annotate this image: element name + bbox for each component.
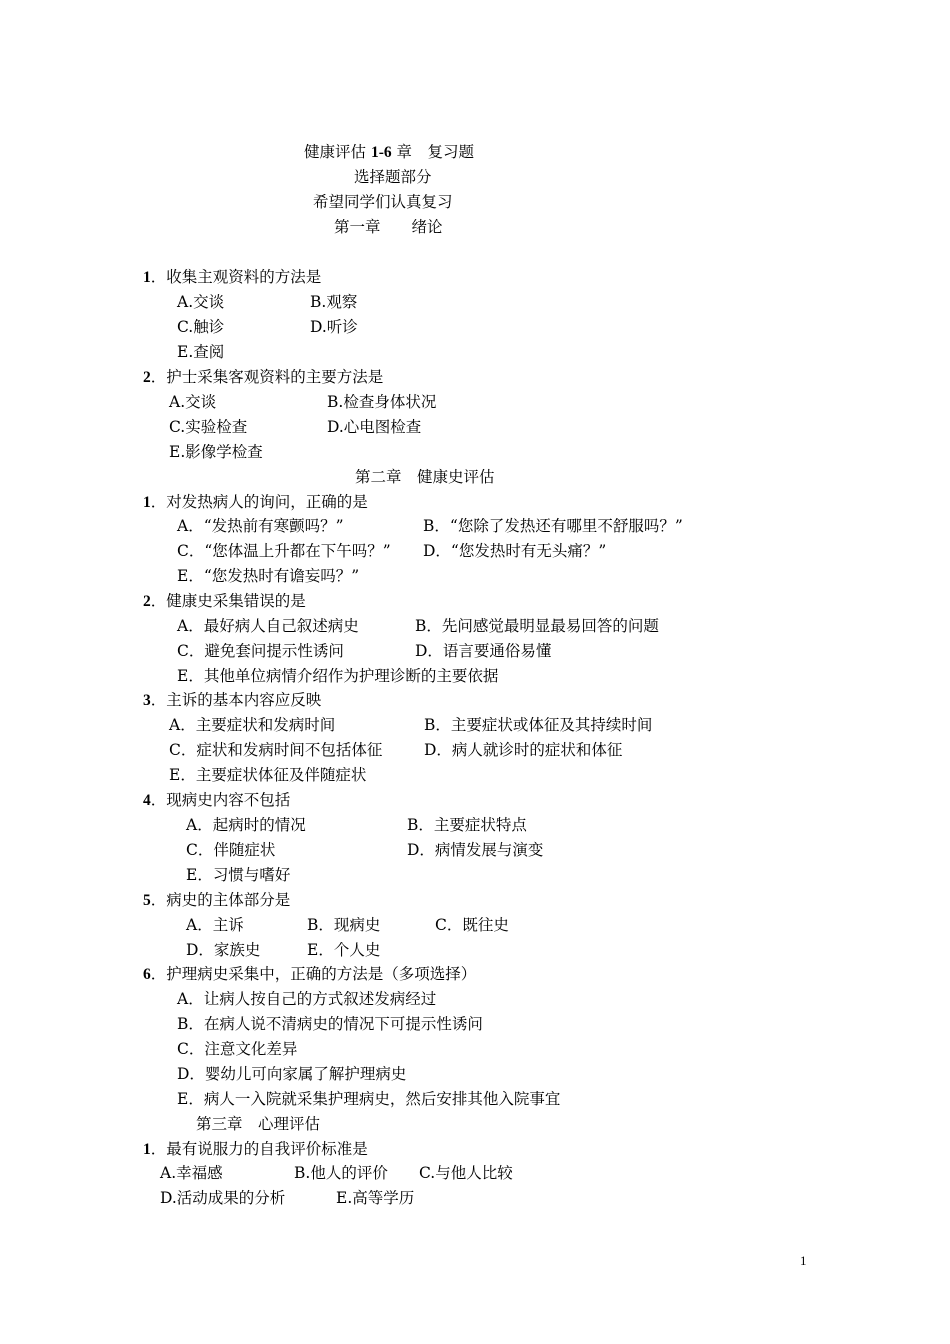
option: C．既往史 [435,916,509,934]
question: 5．病史的主体部分是 [143,891,291,909]
option: D.听诊 [310,318,358,336]
option: A．起病时的情况 [186,816,306,834]
option: D.活动成果的分析 [160,1189,286,1207]
option: A．主诉 [186,916,244,934]
option: A．让病人按自己的方式叙述发病经过 [177,990,437,1008]
option: E.查阅 [177,343,225,361]
option: B．主要症状或体征及其持续时间 [424,716,653,734]
option: B．现病史 [307,916,381,934]
option: A．“发热前有寒颤吗？” [177,517,344,535]
question: 2．健康史采集错误的是 [143,592,306,610]
option: C．注意文化差异 [177,1040,298,1058]
chapter-heading: 第一章 绪论 [334,218,443,236]
option: A.交谈 [177,293,225,311]
option: B.检查身体状况 [327,393,437,411]
option: A．最好病人自己叙述病史 [177,617,359,635]
option: C.触诊 [177,318,225,336]
question: 2．护士采集客观资料的主要方法是 [143,368,384,386]
option: C．症状和发病时间不包括体征 [169,741,383,759]
page-number: 1 [800,1253,807,1268]
question: 4．现病史内容不包括 [143,791,291,809]
question: 3．主诉的基本内容应反映 [143,691,322,709]
question: 1．对发热病人的询问，正确的是 [143,493,368,511]
option: D.心电图检查 [327,418,422,436]
option: D．语言要通俗易懂 [415,642,552,660]
option: E．病人一入院就采集护理病史，然后安排其他入院事宜 [177,1090,561,1108]
option: B．“您除了发热还有哪里不舒服吗？” [423,517,683,535]
option: E.高等学历 [336,1189,415,1207]
option: B．主要症状特点 [407,816,527,834]
option: C．避免套问提示性诱问 [177,642,344,660]
option: C．伴随症状 [186,841,276,859]
option: B．在病人说不清病史的情况下可提示性诱问 [177,1015,483,1033]
option: D．婴幼儿可向家属了解护理病史 [177,1065,407,1083]
question: 1．收集主观资料的方法是 [143,268,322,286]
option: C.实验检查 [169,418,248,436]
question: 6．护理病史采集中，正确的方法是（多项选择） [143,965,477,983]
question: 1．最有说服力的自我评价标准是 [143,1140,368,1158]
document-note: 希望同学们认真复习 [313,193,453,211]
option: E．其他单位病情介绍作为护理诊断的主要依据 [177,667,499,685]
option: A.幸福感 [160,1164,223,1182]
option: E．“您发热时有谵妄吗？” [177,567,360,585]
document-subtitle: 选择题部分 [354,168,432,186]
option: A．主要症状和发病时间 [169,716,336,734]
option: D．病情发展与演变 [407,841,544,859]
option: E.影像学检查 [169,443,263,461]
option: D．病人就诊时的症状和体征 [424,741,623,759]
option: D．“您发热时有无头痛？” [423,542,607,560]
chapter-heading: 第三章 心理评估 [196,1115,321,1133]
option: B．先问感觉最明显最易回答的问题 [415,617,659,635]
option: C．“您体温上升都在下午吗？” [177,542,391,560]
option: E．个人史 [307,941,381,959]
option: C.与他人比较 [419,1164,513,1182]
option: D．家族史 [186,941,261,959]
option: B.他人的评价 [294,1164,388,1182]
option: A.交谈 [169,393,217,411]
option: B.观察 [310,293,358,311]
option: E．主要症状体征及伴随症状 [169,766,367,784]
option: E．习惯与嗜好 [186,866,291,884]
chapter-heading: 第二章 健康史评估 [355,468,495,486]
document-title: 健康评估 1-6 章 复习题 [304,143,475,161]
